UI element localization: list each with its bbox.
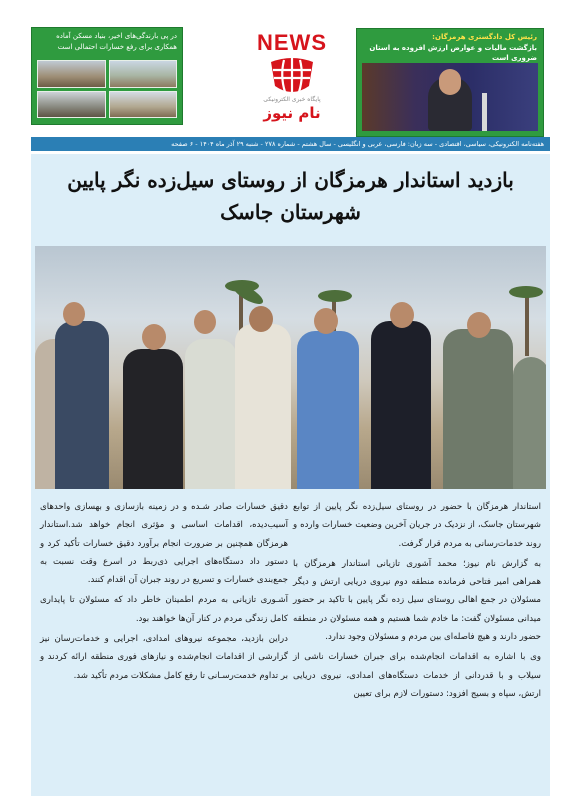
crowd-head	[467, 312, 491, 338]
paragraph: آشـوری تازیانی به مردم اطمینان خاطر داد که مسئولان تا پایداری کامل زندگی مردم در کنار آن‌ها خواهند بود.	[40, 595, 288, 624]
article-headline	[31, 164, 550, 228]
news-teaser-text: در پی بارندگی‌های اخیر، بنیاد مسکن آماده همکاری برای رفع خسارات احتمالی است	[56, 32, 177, 51]
paragraph: استاندار هرمزگان با حضور در روستای سیل‌زده نگر پایین از توابع شهرستان جاسک، از نزدیک در جریان آخرین وضعیت خسارات وارده و روند خدمات‌رسانی به مردم قرار گرفت.	[293, 502, 541, 549]
crowd-head	[63, 302, 85, 326]
logo-brand-name: نام نیوز	[263, 104, 321, 122]
paragraph: دقیق خسارات صادر شـده و در زمینه بازسازی و بهسازی واحدهای آسیب‌دیده، اقدامات اساسی و مؤثری انجام خواهد شد.استاندار هرمزگان همچنین بر ضرورت انجام برآورد دقیق خسارات تأکید کرد و دستور داد دستگاه‌های اجرایی ذی‌ربط در اسرع وقت نسبت به جمع‌بندی خسارات و تسریع در روند جبران آن اقدام کنند.	[40, 502, 288, 586]
article-panel	[31, 154, 550, 796]
logo-tagline: پایگاه خبری الکترونیکی	[263, 96, 321, 103]
palm-leaves	[509, 286, 543, 298]
feature-story-photo	[362, 63, 538, 131]
issue-info-bar: هفته‌نامه الکترونیکی، سیاسی، اقتصادی - سه زبان: فارسی، عربی و انگلیسی - سال هشتم - شماره ۲۷۸ - شنبه ۲۹ آذر ماه ۱۴۰۴ - ۶ صفحه	[31, 137, 550, 151]
paragraph: وی با اشاره به اقدامات انجام‌شده برای جبران خسارات ناشی از سیلاب و با قدردانی از خدمات دستگاه‌های امدادی، نیروی دریایی ارتش، سپاه و بسیج افزود: دستورات لازم برای تعیین	[293, 652, 541, 699]
crowd-head	[314, 308, 338, 334]
feature-story-title: بازگشت مالیات و عوارض ارزش افزوده به استان ضروری است	[369, 44, 537, 62]
teaser-photo	[109, 91, 178, 119]
crowd-head	[142, 324, 166, 350]
news-teaser-box[interactable]	[31, 27, 183, 125]
paragraph: به گزارش نام نیوز؛ محمد آشوری تازیانی استاندار هرمزگان با همراهی امیر فتاحی فرمانده منطقه دوم نیروی دریایی ارتش و دیگر مسئولان در جمع اهالی روستای سیل زده نگر پایین با تاکید بر حضور میدانی مسئولان گفت: ما خادم شما هستیم و همه مسئولان در منطقه حضور دارند و هیچ فاصله‌ای بین مردم و مسئولان وجود ندارد.	[293, 558, 541, 643]
crowd-person	[55, 321, 109, 489]
teaser-photo-grid	[37, 60, 177, 118]
teaser-photo	[37, 91, 106, 119]
article-main-photo[interactable]	[35, 246, 546, 489]
publication-logo[interactable]	[222, 32, 362, 132]
article-column-right	[293, 498, 541, 705]
person-face	[439, 69, 461, 95]
crowd-head	[390, 302, 414, 328]
headline-line-2: شهرستان جاسک	[220, 200, 361, 224]
globe-icon	[267, 56, 317, 96]
palm-tree	[525, 292, 529, 356]
crowd-person	[371, 321, 431, 489]
feature-story-box[interactable]	[356, 28, 544, 137]
crowd-person	[123, 349, 183, 489]
crowd-person	[235, 324, 291, 489]
feature-story-label: رئیس کل دادگستری هرمزگان:	[432, 33, 537, 41]
crowd-head	[249, 306, 273, 332]
crowd-person	[513, 357, 546, 489]
masthead	[0, 0, 581, 140]
crowd-head	[194, 310, 216, 334]
teaser-photo	[37, 60, 106, 88]
flag-pole	[482, 93, 487, 131]
palm-leaves	[318, 290, 352, 302]
crowd-person	[443, 329, 513, 489]
crowd-person	[185, 339, 237, 489]
headline-line-1: بازدید استاندار هرمزگان از روستای سیل‌زده نگر پایین	[67, 168, 514, 192]
paragraph: دراین بازدید، مجموعه نیروهای امدادی، اجرایی و خدمات‌رسان نیز گزارشی از اقدامات انجام‌شده و نیازهای فوری منطقه ارائه کردند و بر تداوم خدمت‌رسـانی تا رفع کامل مشکلات مردم تأکید شد.	[40, 634, 288, 681]
crowd-person	[297, 331, 359, 489]
article-column-left	[40, 498, 288, 687]
teaser-photo	[109, 60, 178, 88]
logo-news-word: NEWS	[257, 30, 327, 55]
